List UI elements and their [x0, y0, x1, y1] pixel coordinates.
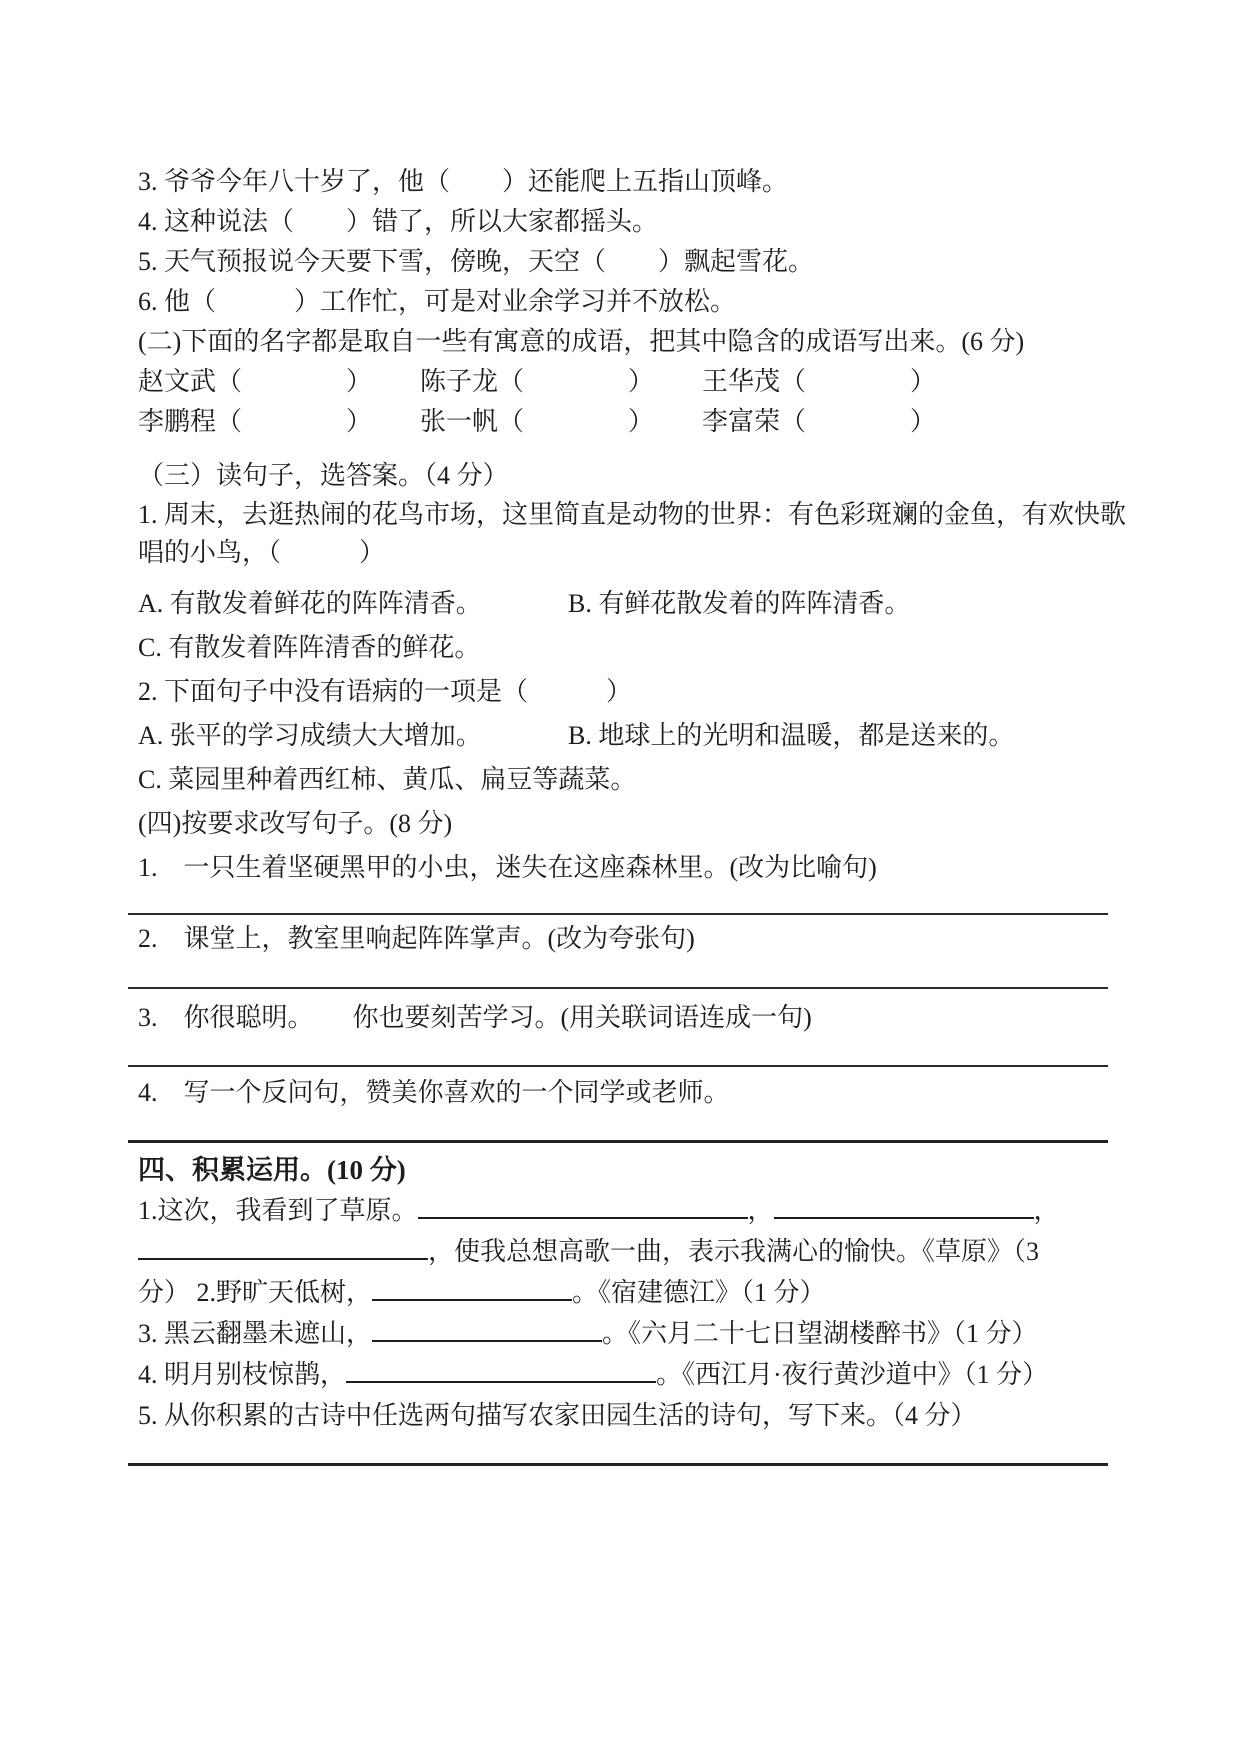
s5-q2-line — [138, 1272, 1117, 1313]
answer-writing-line — [128, 1463, 1108, 1466]
name-cell-1: 赵文武（ ） — [138, 367, 373, 396]
name-cell-2: 陈子龙（ ） — [420, 367, 655, 396]
s3-q2-option-b: B. 地球上的光明和温暖，都是送来的。 — [568, 721, 1015, 750]
s5-q1-line2 — [138, 1231, 1117, 1272]
answer-writing-line — [128, 913, 1108, 915]
s5-q4-source-text: 。《西江月·夜行黄沙道中》（1 分） — [656, 1360, 1049, 1389]
s5-q4-pre-text: 4. 明月别枝惊鹊， — [138, 1360, 347, 1389]
s5-q4-line — [138, 1354, 1117, 1395]
answer-blank — [346, 1375, 656, 1383]
exam-content — [138, 162, 1127, 1466]
s5-q2-source-text: 。《宿建德江》（1 分） — [572, 1278, 826, 1307]
names-row-1 — [138, 362, 1117, 402]
name-cell-3: 王华茂（ ） — [702, 367, 937, 396]
section-2-header: (二)下面的名字都是取自一些有寓意的成语，把其中隐含的成语写出来。(6 分) — [138, 327, 1025, 356]
s3-q1-option-a: A. 有散发着鲜花的阵阵清香。 — [138, 589, 482, 618]
section-4-header: (四)按要求改写句子。(8 分) — [138, 809, 453, 838]
answer-blank — [372, 1293, 572, 1301]
s3-q1-line1: 1. 周末，去逛热闹的花鸟市场，这里简直是动物的世界：有色彩斑斓的金鱼，有欢快歌 — [138, 500, 1127, 529]
comma-separator: ， — [747, 1196, 774, 1225]
s5-q1-line2-text: ，使我总想高歌一曲，表示我满心的愉快。《草原》（3 — [428, 1237, 1040, 1266]
s3-q1-option-b: B. 有鲜花散发着的阵阵清香。 — [568, 589, 911, 618]
s3-q1-option-c: C. 有散发着阵阵清香的鲜花。 — [138, 633, 481, 662]
s4-q4-line: 4. 写一个反问句，赞美你喜欢的一个同学或老师。 — [138, 1078, 730, 1107]
answer-writing-line — [128, 1140, 1108, 1143]
s5-q1-pre-text: 1.这次，我看到了草原。 — [138, 1196, 418, 1225]
question-5-line: 5. 天气预报说今天要下雪，傍晚，天空（ ）飘起雪花。 — [138, 247, 815, 276]
s4-q3-line: 3. 你很聪明。 你也要刻苦学习。(用关联词语连成一句) — [138, 1003, 812, 1032]
name-cell-4: 李鹏程（ ） — [138, 407, 373, 436]
s3-q2-option-a: A. 张平的学习成绩大大增加。 — [138, 721, 482, 750]
s5-q3-line — [138, 1313, 1117, 1354]
answer-blank — [418, 1211, 748, 1219]
s4-q1-line: 1. 一只生着坚硬黑甲的小虫，迷失在这座森林里。(改为比喻句) — [138, 853, 877, 882]
section-3-header: （三）读句子，选答案。（4 分） — [138, 461, 509, 490]
question-6-line: 6. 他（ ）工作忙，可是对业余学习并不放松。 — [138, 287, 737, 316]
answer-blank — [138, 1252, 428, 1260]
s3-q1-options-ab — [138, 582, 1117, 626]
comma-separator: ， — [1033, 1196, 1060, 1225]
question-3-line: 3. 爷爷今年八十岁了，他（ ）还能爬上五指山顶峰。 — [138, 167, 789, 196]
answer-writing-line — [128, 987, 1108, 989]
name-cell-6: 李富荣（ ） — [702, 407, 937, 436]
question-4-line: 4. 这种说法（ ）错了，所以大家都摇头。 — [138, 207, 659, 236]
answer-blank — [372, 1334, 602, 1342]
s3-q2-options-ab — [138, 714, 1117, 758]
answer-blank — [774, 1211, 1034, 1219]
s5-q5-line: 5. 从你积累的古诗中任选两句描写农家田园生活的诗句，写下来。（4 分） — [138, 1401, 977, 1430]
s5-q1-line1 — [138, 1190, 1117, 1231]
s5-q3-pre-text: 3. 黑云翻墨未遮山， — [138, 1319, 373, 1348]
s4-q2-line: 2. 课堂上，教室里响起阵阵掌声。(改为夸张句) — [138, 924, 695, 953]
section-5-header: 四、积累运用。(10 分) — [138, 1155, 406, 1185]
s3-q2-line: 2. 下面句子中没有语病的一项是（ ） — [138, 677, 633, 706]
s3-q1-line2: 唱的小鸟，（ ） — [138, 538, 386, 567]
answer-writing-line — [128, 1065, 1108, 1067]
s5-q2-pre-text: 分） 2.野旷天低树， — [138, 1278, 373, 1307]
s5-q3-source-text: 。《六月二十七日望湖楼醉书》（1 分） — [602, 1319, 1038, 1348]
name-cell-5: 张一帆（ ） — [420, 407, 655, 436]
s3-q2-option-c: C. 菜园里种着西红柿、黄瓜、扁豆等蔬菜。 — [138, 765, 637, 794]
names-row-2 — [138, 402, 1117, 442]
